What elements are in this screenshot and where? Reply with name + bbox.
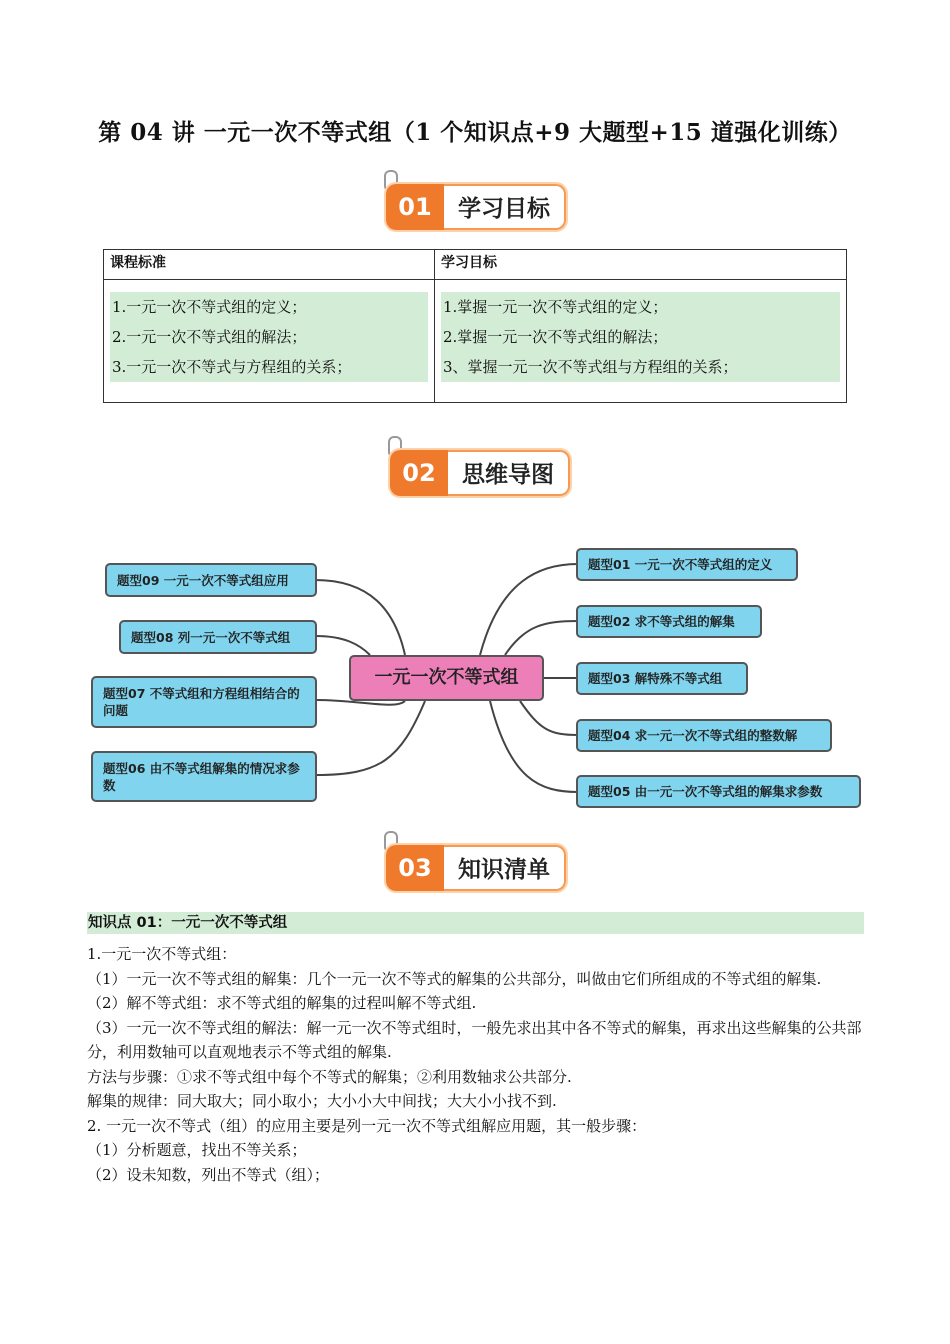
mindmap-node: 题型03 解特殊不等式组 — [576, 662, 748, 695]
section-label: 知识清单 — [444, 845, 566, 891]
mindmap-node: 题型08 列一元一次不等式组 — [119, 620, 317, 654]
connector-line — [505, 621, 578, 655]
connector-line — [490, 701, 578, 792]
connector-line — [316, 701, 425, 775]
list-item: 2.掌握一元一次不等式组的解法； — [443, 328, 668, 346]
connector-line — [520, 701, 578, 735]
paragraph: （3）一元一次不等式组的解法：解一元一次不等式组时，一般先求出其中各不等式的解集，再求出这些解集的公共部分，利用数轴可以直观地表示不等式组的解集. — [87, 1018, 862, 1061]
paragraph: 解集的规律：同大取大；同小取小；大小小大中间找；大大小小找不到. — [87, 1092, 557, 1110]
connector-line — [316, 636, 370, 655]
paragraph: 2. 一元一次不等式（组）的应用主要是列一元一次不等式组解应用题，其一般步骤： — [87, 1116, 647, 1135]
list-item: 1.掌握一元一次不等式组的定义； — [443, 298, 668, 316]
section-badge-knowledge — [386, 845, 566, 891]
mindmap-node: 题型02 求不等式组的解集 — [576, 605, 762, 638]
paragraph: （2）解不等式组：求不等式组的解集的过程叫解不等式组. — [87, 994, 477, 1012]
knowledge-body — [87, 942, 865, 1187]
paragraph: （2）设未知数，列出不等式（组）； — [87, 1165, 330, 1184]
mindmap-node: 题型01 一元一次不等式组的定义 — [576, 548, 798, 581]
mindmap-node: 题型05 由一元一次不等式组的解集求参数 — [576, 775, 861, 808]
mindmap-center-node: 一元一次不等式组 — [349, 655, 544, 701]
list-item: 1.一元一次不等式组的定义； — [112, 298, 307, 316]
section-label: 思维导图 — [448, 450, 570, 496]
mindmap-node: 题型07 不等式组和方程组相结合的问题 — [91, 676, 317, 728]
section-number: 03 — [386, 845, 444, 891]
list-item: 3.一元一次不等式与方程组的关系； — [112, 358, 352, 376]
paragraph: （1）一元一次不等式组的解集：几个一元一次不等式的解集的公共部分，叫做由它们所组成的不等式组的解集. — [87, 969, 822, 988]
mindmap-node: 题型06 由不等式组解集的情况求参数 — [91, 751, 317, 802]
list-item: 3、掌握一元一次不等式组与方程组的关系； — [443, 358, 738, 376]
paragraph: 方法与步骤：①求不等式组中每个不等式的解集；②利用数轴求公共部分. — [87, 1067, 572, 1086]
page-title: 第 04 讲 一元一次不等式组（1 个知识点+9 大题型+15 道强化训练） — [98, 119, 852, 146]
connector-line — [315, 580, 405, 655]
goals-header-objectives: 学习目标 — [435, 250, 847, 280]
mindmap-node: 题型04 求一元一次不等式组的整数解 — [576, 719, 832, 752]
paragraph: 1.一元一次不等式组： — [87, 945, 237, 963]
section-number: 01 — [386, 184, 444, 230]
connector-line — [480, 564, 578, 655]
paragraph: （1）分析题意，找出不等关系； — [87, 1141, 307, 1159]
knowledge-heading: 知识点 01：一元一次不等式组 — [87, 912, 864, 934]
goals-header-standard: 课程标准 — [104, 250, 435, 280]
mindmap-node: 题型09 一元一次不等式组应用 — [105, 563, 317, 597]
section-number: 02 — [390, 450, 448, 496]
section-label: 学习目标 — [444, 184, 566, 230]
list-item: 2.一元一次不等式组的解法； — [112, 328, 307, 346]
